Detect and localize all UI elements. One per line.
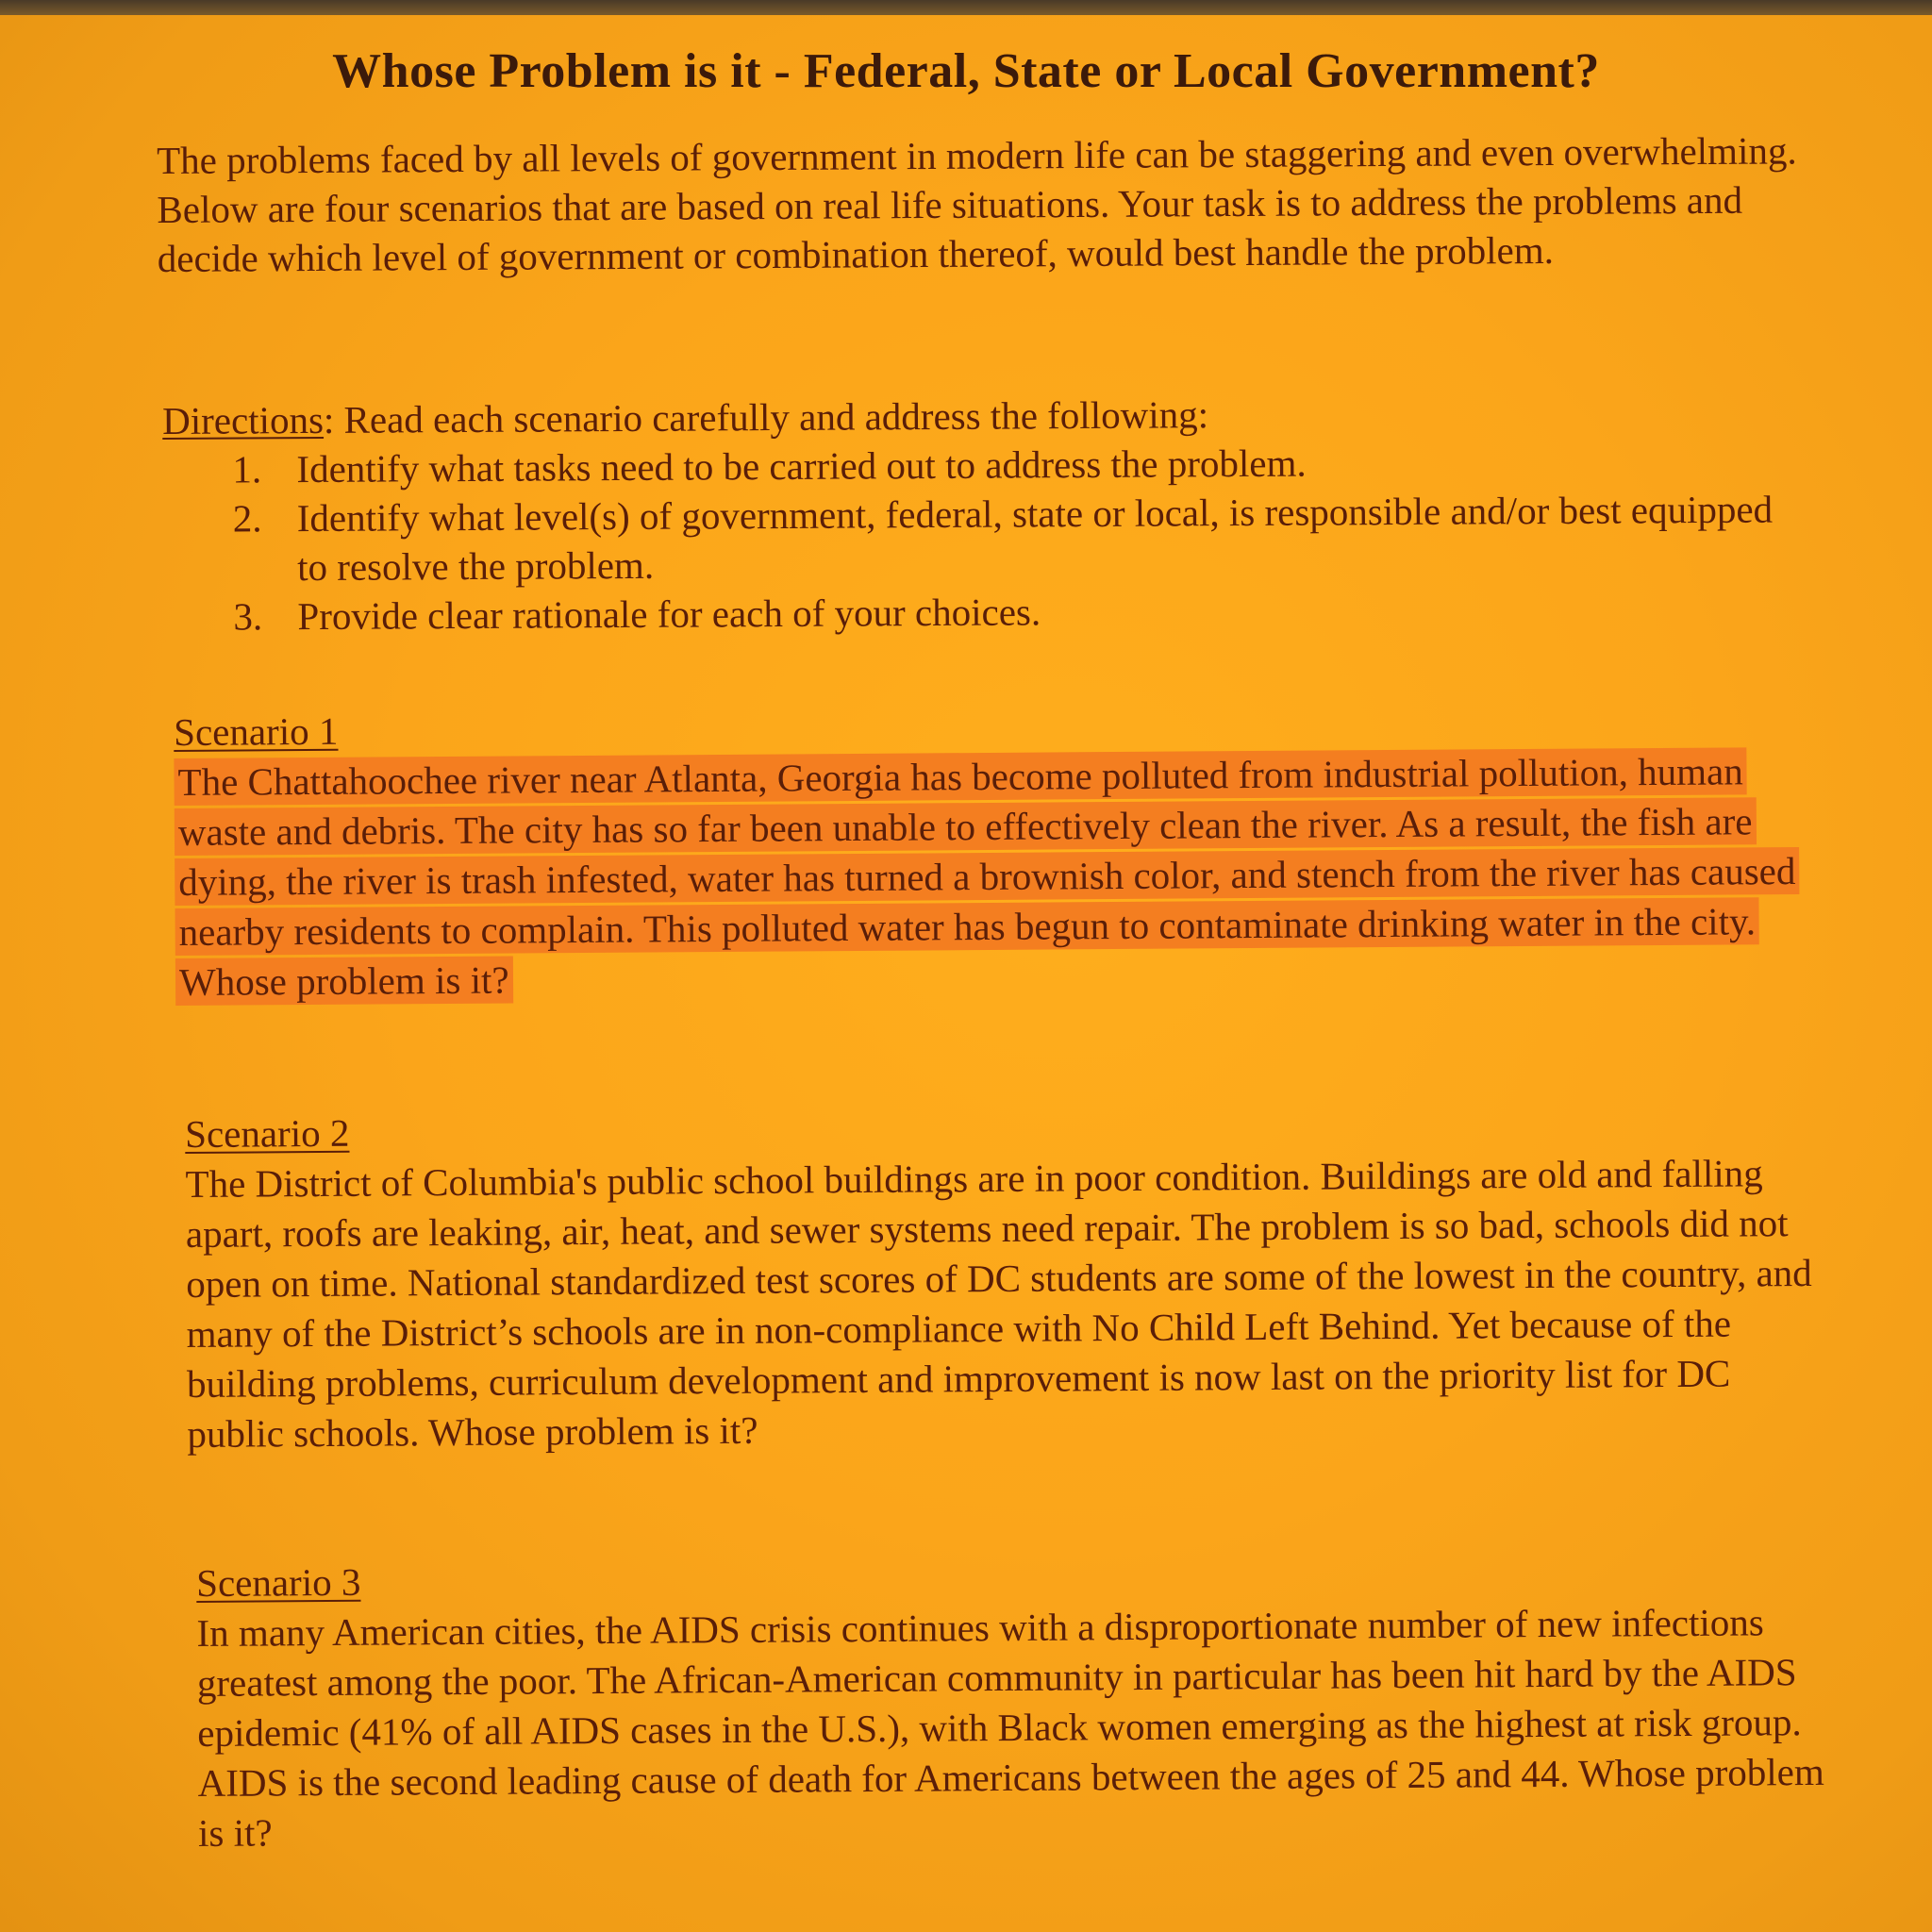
directions-item-number: 2. <box>232 496 262 541</box>
document-page <box>0 15 1932 1932</box>
scenario-1 <box>174 696 1817 1008</box>
directions-list <box>162 435 1795 641</box>
directions-item <box>163 484 1796 592</box>
scenario-heading: Scenario 1 <box>174 708 339 754</box>
scenario-2 <box>185 1098 1829 1459</box>
document-title: Whose Problem is it - Federal, State or Local Government? <box>332 44 1600 98</box>
directions-item-text: Provide clear rationale for each of your choices. <box>297 590 1041 639</box>
directions-item-text: Identify what tasks need to be carried out to address the problem. <box>296 441 1307 491</box>
directions-section <box>162 386 1796 641</box>
scenario-3 <box>196 1547 1840 1858</box>
directions-item <box>163 582 1795 641</box>
scenario-heading: Scenario 3 <box>196 1559 361 1605</box>
monitor-bezel-top <box>0 0 1932 15</box>
directions-label: Directions <box>162 397 325 442</box>
directions-item-number: 3. <box>233 594 263 639</box>
directions-text: : Read each scenario carefully and address the following: <box>323 392 1209 441</box>
intro-paragraph: The problems faced by all levels of government in modern life can be staggering and even overwhelming. Below are four scenarios that are based on real life situations. Your task is to address the problems and decide which level of government or combination thereof, would best handle the problem. <box>157 128 1797 280</box>
scenario-body: In many American cities, the AIDS crisis continues with a disproportionate number of new infections greatest among the poor. The African-American community in particular has been hit hard by the AIDS epidemic (41% of all AIDS cases in the U.S.), with Black women emerging as the highest at risk group. AIDS is the second leading cause of death for Americans between the ages of 25 and 44. Whose problem is it? <box>196 1600 1824 1855</box>
scenario-body <box>174 746 1817 1008</box>
highlighted-text: The Chattahoochee river near Atlanta, Georgia has become polluted from industrial pollution, human waste and debris. The city has so far been unable to effectively clean the river. As a result, the fish are dying, the river is trash infested, water has turned a brownish color, and stench from the river has caused nearby residents to complain. This polluted water has begun to contaminate drinking water in the city. Whose problem is it? <box>174 747 1799 1006</box>
scenario-heading: Scenario 2 <box>185 1110 350 1156</box>
directions-item-text: Identify what level(s) of government, federal, state or local, is responsible and/or best equipped to resolve the problem. <box>296 487 1774 590</box>
scenario-body: The District of Columbia's public school buildings are in poor condition. Buildings are old and falling apart, roofs are leaking, air, heat, and sewer systems need repair. The problem is so bad, schools did not open on time. National standardized test scores of DC students are some of the lowest in the country, and many of the District’s schools are in non-compliance with No Child Left Behind. Yet because of the building problems, curriculum development and improvement is now last on the priority list for DC public schools. Whose problem is it? <box>185 1151 1812 1456</box>
directions-item-number: 1. <box>232 447 262 491</box>
